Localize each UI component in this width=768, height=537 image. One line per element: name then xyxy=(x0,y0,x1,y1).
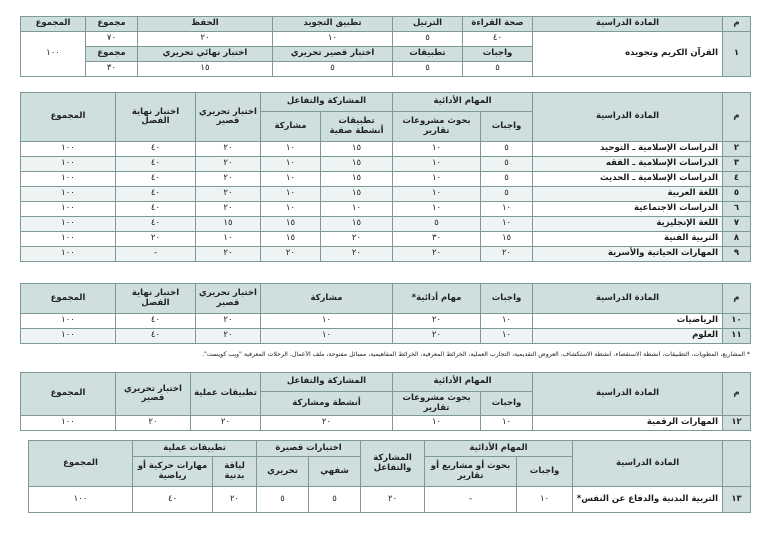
cell: ١٠ xyxy=(517,487,573,513)
header-research: بحوث مشروعات تقارير xyxy=(393,112,481,142)
subjects-table xyxy=(20,92,751,262)
table-row xyxy=(21,314,751,329)
subjects-table-body xyxy=(21,142,751,262)
cell: ٢٠ xyxy=(261,416,393,431)
subject-name: الدراسات الإسلامية ـ الحديث xyxy=(533,172,723,187)
header-activities: أنشطة ومشاركة xyxy=(261,392,393,416)
header-tasks: المهام الأدائية xyxy=(393,373,533,392)
table-row xyxy=(21,157,751,172)
cell: ١٠٠ xyxy=(21,416,116,431)
header-total: المجموع xyxy=(21,284,116,314)
row-number: ١٣ xyxy=(723,487,751,513)
cell: ١٥ xyxy=(321,157,393,172)
cell: - xyxy=(116,247,196,262)
cell: ٤٠ xyxy=(116,142,196,157)
cell: ٤٠ xyxy=(116,217,196,232)
cell: ١٠٠ xyxy=(21,247,116,262)
cell: ١٠ xyxy=(393,202,481,217)
cell: ٢٠ xyxy=(213,487,257,513)
cell: ٥ xyxy=(393,62,463,77)
header-participation: مشاركة xyxy=(261,284,393,314)
header-homework: واجبات xyxy=(481,392,533,416)
cell: ١٠ xyxy=(481,329,533,344)
cell: ١٥ xyxy=(321,142,393,157)
subheader: اختبار نهائي تحريري xyxy=(138,47,273,62)
header-tarteel: الترتيل xyxy=(393,17,463,32)
subject-name: الدراسات الإسلامية ـ الفقه xyxy=(533,157,723,172)
cell: ١٠٠ xyxy=(21,187,116,202)
header-tajweed: تطبيق التجويد xyxy=(273,17,393,32)
subheader: مجموع xyxy=(86,47,138,62)
cell: ١٠ xyxy=(261,314,393,329)
header-quiz: اختبار تحريري قصير xyxy=(196,284,261,314)
header-num xyxy=(723,441,751,487)
cell: ٤٠ xyxy=(116,329,196,344)
subject-name: المهارات الحياتية والأسرية xyxy=(533,247,723,262)
cell: ١٥ xyxy=(261,232,321,247)
table-row xyxy=(21,142,751,157)
header-participation: المشاركة والتفاعل xyxy=(361,441,425,487)
cell: ٢٠ xyxy=(321,247,393,262)
row-number: ٩ xyxy=(723,247,751,262)
cell: ١٥ xyxy=(196,217,261,232)
header-participation-group: المشاركة والتفاعل xyxy=(261,373,393,392)
cell: ٥ xyxy=(481,142,533,157)
subheader: تطبيقات xyxy=(393,47,463,62)
cell: ١٠ xyxy=(261,202,321,217)
header-practical: تطبيقات عملية xyxy=(191,373,261,416)
cell: ٥ xyxy=(393,217,481,232)
subject-name: المهارات الرقمية xyxy=(533,416,723,431)
subject-name: التربية الفنية xyxy=(533,232,723,247)
row-number: ١٠ xyxy=(723,314,751,329)
header-participation-group: المشاركة والتفاعل xyxy=(261,93,393,112)
cell: ٢٠ xyxy=(191,416,261,431)
cell: ١٠ xyxy=(393,157,481,172)
subject-name: التربية البدنية والدفاع عن النفس* xyxy=(573,487,723,513)
header-memorization: الحفظ xyxy=(138,17,273,32)
header-tasks: المهام الأدائية xyxy=(393,93,533,112)
row-number: ١ xyxy=(723,32,751,77)
table-row xyxy=(21,187,751,202)
row-number: ٨ xyxy=(723,232,751,247)
header-tasks: المهام الأدائية xyxy=(425,441,573,457)
cell: ٢٠ xyxy=(196,247,261,262)
table-row xyxy=(21,329,751,344)
cell: ٥ xyxy=(273,62,393,77)
cell: ٢٠ xyxy=(196,329,261,344)
header-total: المجموع xyxy=(29,441,133,487)
row-number: ٣ xyxy=(723,157,751,172)
cell: ١٠ xyxy=(196,232,261,247)
cell: ١٠ xyxy=(261,187,321,202)
header-total: المجموع xyxy=(21,93,116,142)
cell: ٢٠ xyxy=(196,187,261,202)
cell: ١٠٠ xyxy=(21,202,116,217)
cell: ١٠٠ xyxy=(29,487,133,513)
subject-name: اللغة العربية xyxy=(533,187,723,202)
cell: ٥ xyxy=(463,62,533,77)
cell: ٢٠ xyxy=(321,232,393,247)
digital-skills-table xyxy=(20,372,751,431)
cell: ٧٠ xyxy=(86,32,138,47)
cell: ١٠٠ xyxy=(21,142,116,157)
cell: ١٠٠ xyxy=(21,217,116,232)
header-applications: تطبيقات أنشطة صفية xyxy=(321,112,393,142)
header-subject: المادة الدراسية xyxy=(533,284,723,314)
header-num: م xyxy=(723,284,751,314)
header-num: م xyxy=(723,93,751,142)
cell: ١٠ xyxy=(393,142,481,157)
quran-table xyxy=(20,16,751,77)
cell: ٤٠ xyxy=(116,157,196,172)
cell: ١٠٠ xyxy=(21,172,116,187)
header-fitness: لياقة بدنية xyxy=(213,457,257,487)
table-row xyxy=(21,217,751,232)
header-quiz: اختبار تحريري قصير xyxy=(116,373,191,416)
subheader: واجبات xyxy=(463,47,533,62)
row-number: ١٢ xyxy=(723,416,751,431)
cell: ١٥ xyxy=(138,62,273,77)
pe-table xyxy=(28,440,751,513)
cell: ١٥ xyxy=(481,232,533,247)
header-homework: واجبات xyxy=(481,112,533,142)
cell: ٥ xyxy=(393,32,463,47)
row-number: ١١ xyxy=(723,329,751,344)
header-subject: المادة الدراسية xyxy=(533,373,723,416)
cell: ٢٠ xyxy=(196,314,261,329)
cell: ٣٠ xyxy=(86,62,138,77)
row-number: ٥ xyxy=(723,187,751,202)
subject-name: الرياضيات xyxy=(533,314,723,329)
cell: ١٥ xyxy=(321,172,393,187)
subject-name: العلوم xyxy=(533,329,723,344)
header-subject: المادة الدراسية xyxy=(533,93,723,142)
header-reading: صحة القراءة xyxy=(463,17,533,32)
subject-name: الدراسات الإسلامية ـ التوحيد xyxy=(533,142,723,157)
header-homework: واجبات xyxy=(481,284,533,314)
header-quizzes: اختبارات قصيرة xyxy=(257,441,361,457)
cell: ١٠٠ xyxy=(21,314,116,329)
cell: ١٥ xyxy=(261,217,321,232)
cell: ٢٠ xyxy=(481,247,533,262)
header-written: تحريري xyxy=(257,457,309,487)
header-subtotal: مجموع xyxy=(86,17,138,32)
cell: ١٠٠ xyxy=(21,329,116,344)
cell: ١٥ xyxy=(321,217,393,232)
header-num: م xyxy=(723,373,751,416)
header-practical: تطبيقات عملية xyxy=(133,441,257,457)
cell: ٤٠ xyxy=(116,187,196,202)
subject-name: القرآن الكريم وتجويده xyxy=(533,32,723,77)
cell: ٤٠ xyxy=(133,487,213,513)
header-subject: المادة الدراسية xyxy=(573,441,723,487)
header-oral: شفهي xyxy=(309,457,361,487)
cell: ١٠ xyxy=(481,416,533,431)
cell: ٣٠ xyxy=(393,232,481,247)
cell: ٢٠ xyxy=(361,487,425,513)
cell: ٢٠ xyxy=(116,232,196,247)
cell: ٢٠ xyxy=(196,142,261,157)
header-research: بحوث أو مشاريع أو تقارير xyxy=(425,457,517,487)
cell: ١٠ xyxy=(393,187,481,202)
header-final: اختبار نهاية الفصل xyxy=(116,284,196,314)
cell: - xyxy=(425,487,517,513)
cell: ١٠ xyxy=(273,32,393,47)
cell: ١٥ xyxy=(321,187,393,202)
cell: ٥ xyxy=(481,172,533,187)
cell: ١٠ xyxy=(261,172,321,187)
subject-name: الدراسات الاجتماعية xyxy=(533,202,723,217)
math-science-table xyxy=(20,283,751,344)
table-row xyxy=(21,232,751,247)
cell: ٤٠ xyxy=(116,172,196,187)
header-participation: مشاركة xyxy=(261,112,321,142)
cell: ٥ xyxy=(481,187,533,202)
cell: ٢٠ xyxy=(393,247,481,262)
cell: ١٠٠ xyxy=(21,232,116,247)
row-number: ٢ xyxy=(723,142,751,157)
cell: ٥ xyxy=(257,487,309,513)
header-tasks: مهام أدائية* xyxy=(393,284,481,314)
cell: ٤٠ xyxy=(116,314,196,329)
table-row xyxy=(21,202,751,217)
row-number: ٦ xyxy=(723,202,751,217)
cell: ١٠ xyxy=(481,314,533,329)
header-num: م xyxy=(723,17,751,32)
table-row xyxy=(21,172,751,187)
cell: ٤٠ xyxy=(463,32,533,47)
math-science-body xyxy=(21,314,751,344)
cell: ٤٠ xyxy=(116,202,196,217)
cell: ٢٠ xyxy=(393,314,481,329)
footnote: * المشاريع، المطويات، التطبيقات، أنشطة الاستقصاء، أنشطة الاستكشاف، العروض التقديمية، التجارب العملية، الخرائط المعرفية، الخرائط المفاهيمية، مسائل مفتوحة، ملف الأعمال، الرحلات المعرفية "ويب كويست". xyxy=(202,351,750,358)
cell: ٢٠ xyxy=(196,172,261,187)
subheader: اختبار قصير تحريري xyxy=(273,47,393,62)
cell: ٢٠ xyxy=(138,32,273,47)
cell: ١٠ xyxy=(393,416,481,431)
cell: ١٠ xyxy=(261,142,321,157)
cell: ١٠ xyxy=(261,329,393,344)
cell: ١٠٠ xyxy=(21,157,116,172)
cell: ١٠ xyxy=(261,157,321,172)
table-row xyxy=(21,247,751,262)
cell: ٢٠ xyxy=(196,202,261,217)
subject-name: اللغة الإنجليزية xyxy=(533,217,723,232)
header-total: المجموع xyxy=(21,17,86,32)
cell: ١٠ xyxy=(393,172,481,187)
cell: ٥ xyxy=(481,157,533,172)
cell: ١٠ xyxy=(481,202,533,217)
header-research: بحوث مشروعات تقارير xyxy=(393,392,481,416)
cell: ٢٠ xyxy=(116,416,191,431)
header-total: المجموع xyxy=(21,373,116,416)
cell: ٢٠ xyxy=(196,157,261,172)
row-number: ٧ xyxy=(723,217,751,232)
cell: ١٠ xyxy=(481,217,533,232)
header-final: اختبار نهاية الفصل xyxy=(116,93,196,142)
header-motor-skills: مهارات حركية أو رياضية xyxy=(133,457,213,487)
cell: ٥ xyxy=(309,487,361,513)
cell: ٢٠ xyxy=(393,329,481,344)
header-quiz: اختبار تحريري قصير xyxy=(196,93,261,142)
header-homework: واجبات xyxy=(517,457,573,487)
cell: ٢٠ xyxy=(261,247,321,262)
row-number: ٤ xyxy=(723,172,751,187)
cell: ١٠ xyxy=(321,202,393,217)
total-cell: ١٠٠ xyxy=(21,32,86,77)
header-subject: المادة الدراسية xyxy=(533,17,723,32)
